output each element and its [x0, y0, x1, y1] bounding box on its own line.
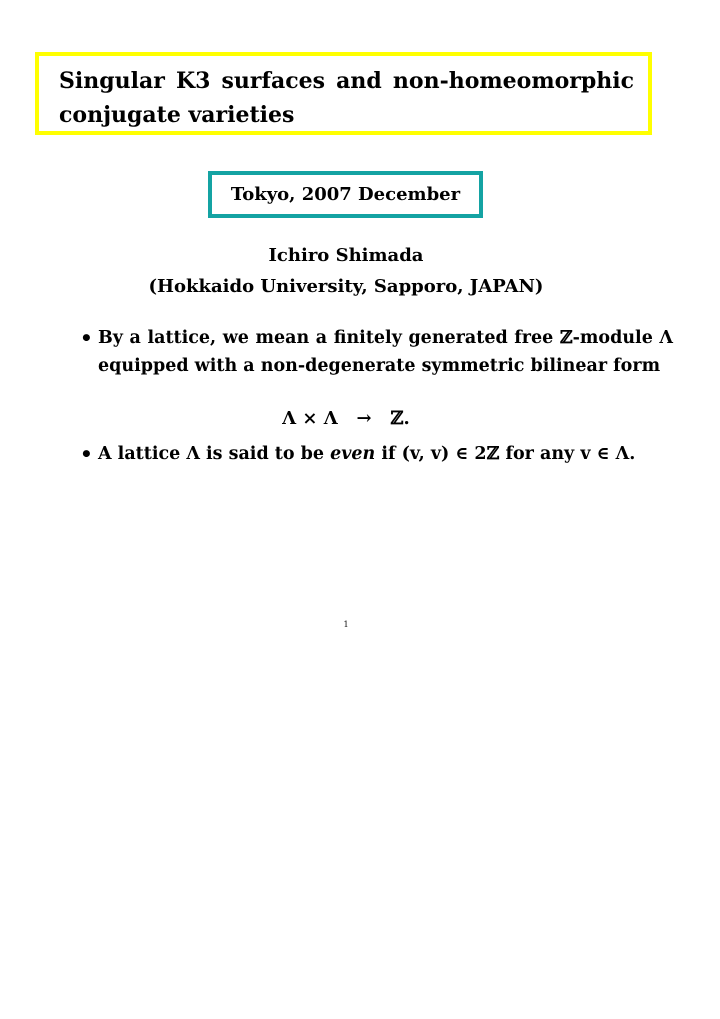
formula: Λ × Λ → ℤ. [282, 408, 410, 429]
author-affiliation: (Hokkaido University, Sapporo, JAPAN) [148, 276, 544, 297]
bullet-text-2 [98, 440, 673, 468]
bullet-marker-1: • [80, 326, 93, 350]
title-box [35, 52, 652, 135]
date-box [208, 171, 483, 218]
slide-date: Tokyo, 2007 December [230, 184, 461, 205]
bullet-text-2-before: A lattice Λ is said to be [98, 444, 331, 464]
page-number: 1 [343, 620, 349, 629]
bullet-text-2-after: if (v, v) ∈ 2ℤ for any v ∈ Λ. [375, 444, 636, 464]
bullet-text-1: By a lattice, we mean a finitely generated free ℤ-module Λ equipped with a non-degenerate symmetric bilinear form [98, 328, 673, 376]
author-name: Ichiro Shimada [268, 245, 424, 266]
slide-title: Singular K3 surfaces and non-homeomorphic conjugate varieties [59, 68, 634, 128]
bullet-marker-2: • [80, 442, 93, 466]
bullet-text-2-emphasis: even [330, 444, 376, 464]
